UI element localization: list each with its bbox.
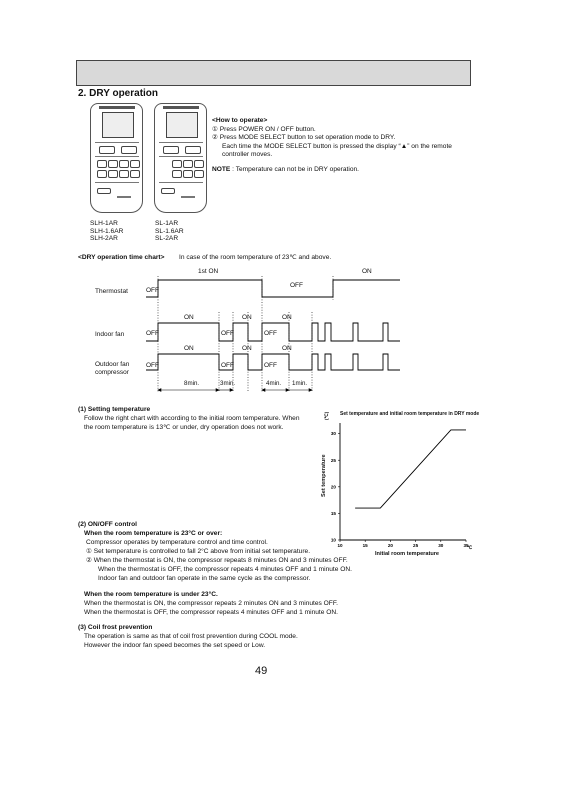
coil-heading: (3) Coil frost prevention bbox=[78, 624, 153, 631]
y-axis-label: Set temperature bbox=[321, 454, 327, 497]
onoff-line: ② When the thermostat is ON, the compressor repeats 8 minutes ON and 3 minutes OFF. bbox=[86, 557, 348, 564]
x-axis-label: Initial room temperature bbox=[375, 551, 440, 557]
label-on: ON bbox=[184, 314, 194, 321]
remote-controller-illustration bbox=[154, 103, 207, 213]
remote-controller-illustration bbox=[90, 103, 143, 213]
duration-label: 1min. bbox=[292, 380, 308, 387]
row-label-compressor: compressor bbox=[95, 369, 129, 376]
howto-step: controller moves. bbox=[222, 151, 273, 159]
timechart-condition: In case of the room temperature of 23℃ and above. bbox=[179, 254, 332, 261]
note-label: NOTE bbox=[212, 165, 231, 173]
timechart-title: <DRY operation time chart> bbox=[78, 254, 165, 261]
duration-label: 4min. bbox=[266, 380, 282, 387]
model-name: SLH-2AR bbox=[90, 235, 118, 243]
duration-label: 8min. bbox=[184, 380, 200, 387]
series-line bbox=[355, 430, 466, 508]
onoff-subheading: When the room temperature is 23°C or over: bbox=[84, 530, 223, 537]
model-name: SL-1.6AR bbox=[155, 227, 184, 235]
chart-title: Set temperature and initial room temperature in DRY mode bbox=[340, 411, 480, 417]
y-unit: (℃) bbox=[324, 411, 329, 420]
label-off: OFF bbox=[290, 282, 303, 289]
setting-line: the room temperature is 13℃ or under, dry operation does not work. bbox=[84, 424, 284, 431]
label-on: ON bbox=[282, 314, 292, 321]
coil-line: However the indoor fan speed becomes the set speed or Low. bbox=[84, 642, 266, 649]
dry-time-chart bbox=[0, 262, 568, 402]
model-name: SL-1AR bbox=[155, 220, 179, 227]
remote-models-left bbox=[90, 220, 123, 243]
duration-label: 3min. bbox=[220, 380, 236, 387]
setting-heading: (1) Setting temperature bbox=[78, 406, 151, 413]
setting-line: Follow the right chart with according to the initial room temperature. When bbox=[84, 415, 300, 422]
remote-models-right bbox=[155, 220, 184, 243]
y-tick-label: 20 bbox=[330, 484, 336, 490]
label-on: ON bbox=[184, 345, 194, 352]
x-tick-label: 30 bbox=[438, 543, 444, 548]
thermostat-signal bbox=[146, 280, 400, 297]
label-off: OFF bbox=[264, 330, 277, 337]
note-text: : Temperature can not be in DRY operation. bbox=[230, 165, 359, 173]
row-label-outdoor-fan: Outdoor fan bbox=[95, 361, 130, 368]
remote-display bbox=[166, 112, 198, 138]
onoff-heading: (2) ON/OFF control bbox=[78, 521, 137, 528]
how-to-operate bbox=[212, 117, 452, 175]
y-tick-label: 15 bbox=[330, 511, 336, 517]
howto-note bbox=[212, 166, 452, 175]
label-off: OFF bbox=[146, 287, 159, 294]
header-bar bbox=[76, 60, 471, 86]
label-off: OFF bbox=[221, 362, 234, 369]
row-label-indoor-fan: Indoor fan bbox=[95, 331, 125, 338]
x-tick-label: 25 bbox=[413, 543, 419, 548]
remote-display bbox=[102, 112, 134, 138]
coil-line: The operation is same as that of coil frost prevention during COOL mode. bbox=[84, 633, 298, 640]
howto-step: ② Press MODE SELECT button to set operation mode to DRY. bbox=[212, 134, 396, 142]
label-on: ON bbox=[362, 268, 372, 275]
page-number: 49 bbox=[255, 665, 268, 677]
x-tick-label: 10 bbox=[337, 543, 343, 548]
onoff-line: When the thermostat is ON, the compressor repeats 2 minutes ON and 3 minutes OFF. bbox=[84, 600, 338, 607]
set-temperature-chart bbox=[325, 410, 475, 550]
x-unit: ℃ bbox=[467, 545, 473, 550]
label-off: OFF bbox=[146, 330, 159, 337]
y-tick-label: 25 bbox=[330, 457, 336, 463]
y-tick-label: 30 bbox=[330, 431, 336, 437]
x-tick-label: 20 bbox=[387, 543, 393, 548]
model-name: SLH-1.6AR bbox=[90, 227, 124, 235]
label-off: OFF bbox=[146, 362, 159, 369]
label-off: OFF bbox=[221, 330, 234, 337]
onoff-line: Indoor fan and outdoor fan operate in the same cycle as the compressor. bbox=[98, 575, 311, 582]
label-on: ON bbox=[282, 345, 292, 352]
label-on: ON bbox=[242, 314, 252, 321]
howto-step: ① Press POWER ON / OFF button. bbox=[212, 125, 316, 133]
onoff-line: When the thermostat is OFF, the compressor repeats 4 minutes OFF and 1 minute ON. bbox=[84, 609, 338, 616]
onoff-line: When the thermostat is OFF, the compressor repeats 4 minutes OFF and 1 minute ON. bbox=[98, 566, 352, 573]
label-off: OFF bbox=[264, 362, 277, 369]
onoff-subheading: When the room temperature is under 23°C. bbox=[84, 591, 218, 598]
section-title: 2. DRY operation bbox=[78, 88, 159, 99]
x-tick-label: 15 bbox=[362, 543, 368, 548]
model-name: SL-2AR bbox=[155, 235, 179, 243]
label-1st-on: 1st ON bbox=[198, 268, 219, 275]
y-tick-label: 10 bbox=[330, 537, 336, 543]
row-label-thermostat: Thermostat bbox=[95, 288, 128, 295]
x-tick-label: 35 bbox=[463, 543, 469, 548]
model-name: SLH-1AR bbox=[90, 220, 118, 227]
onoff-line: Compressor operates by temperature control and time control. bbox=[86, 539, 268, 546]
label-on: ON bbox=[242, 345, 252, 352]
onoff-line: ① Set temperature is controlled to fall 2°C above from initial set temperature. bbox=[86, 548, 311, 555]
howto-step: Each time the MODE SELECT button is pressed the display “▲” on the remote bbox=[222, 142, 452, 150]
howto-heading: <How to operate> bbox=[212, 117, 268, 124]
